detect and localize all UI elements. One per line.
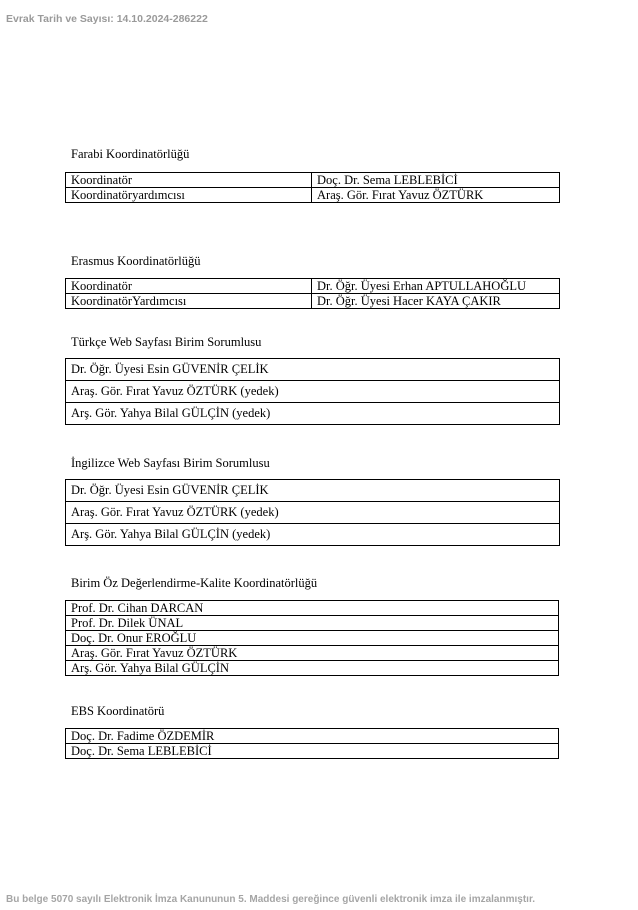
person-cell: Dr. Öğr. Üyesi Esin GÜVENİR ÇELİK (66, 480, 560, 502)
table-row (66, 661, 559, 676)
table-row (66, 188, 560, 203)
erasmus-table (65, 278, 560, 309)
person-cell: Dr. Öğr. Üyesi Erhan APTULLAHOĞLU (312, 279, 560, 294)
section-title-farabi: Farabi Koordinatörlüğü (71, 147, 190, 161)
person-cell: Arş. Gör. Yahya Bilal GÜLÇİN (66, 661, 559, 676)
table-row (66, 524, 560, 546)
role-cell: Koordinatöryardımcısı (66, 188, 312, 203)
person-cell: Prof. Dr. Dilek ÜNAL (66, 616, 559, 631)
person-cell: Dr. Öğr. Üyesi Hacer KAYA ÇAKIR (312, 294, 560, 309)
table-row (66, 601, 559, 616)
person-cell: Arş. Gör. Yahya Bilal GÜLÇİN (yedek) (66, 524, 560, 546)
table-row (66, 616, 559, 631)
person-cell: Araş. Gör. Fırat Yavuz ÖZTÜRK (yedek) (66, 381, 560, 403)
person-cell: Doç. Dr. Onur EROĞLU (66, 631, 559, 646)
table-row (66, 403, 560, 425)
section-title-erasmus: Erasmus Koordinatörlüğü (71, 254, 201, 268)
turkish-web-table (65, 358, 560, 425)
person-cell: Prof. Dr. Cihan DARCAN (66, 601, 559, 616)
person-cell: Doç. Dr. Sema LEBLEBİCİ (66, 744, 559, 759)
table-row (66, 646, 559, 661)
section-title-english-web: İngilizce Web Sayfası Birim Sorumlusu (71, 456, 270, 470)
person-cell: Araş. Gör. Fırat Yavuz ÖZTÜRK (312, 188, 560, 203)
document-reference: Evrak Tarih ve Sayısı: 14.10.2024-286222 (6, 13, 208, 25)
table-row (66, 279, 560, 294)
role-cell: Koordinatör (66, 279, 312, 294)
table-row (66, 744, 559, 759)
table-row (66, 294, 560, 309)
person-cell: Araş. Gör. Fırat Yavuz ÖZTÜRK (66, 646, 559, 661)
person-cell: Dr. Öğr. Üyesi Esin GÜVENİR ÇELİK (66, 359, 560, 381)
table-row (66, 381, 560, 403)
section-title-ebs: EBS Koordinatörü (71, 704, 165, 718)
section-title-turkish-web: Türkçe Web Sayfası Birim Sorumlusu (71, 335, 262, 349)
ebs-table (65, 728, 559, 759)
person-cell: Doç. Dr. Sema LEBLEBİCİ (312, 173, 560, 188)
quality-table (65, 600, 559, 676)
table-row (66, 359, 560, 381)
table-row (66, 502, 560, 524)
table-row (66, 729, 559, 744)
english-web-table (65, 479, 560, 546)
role-cell: Koordinatör (66, 173, 312, 188)
e-signature-notice: Bu belge 5070 sayılı Elektronik İmza Kanununun 5. Maddesi gereğince güvenli elektronik imza ile imzalanmıştır. (6, 894, 536, 905)
person-cell: Araş. Gör. Fırat Yavuz ÖZTÜRK (yedek) (66, 502, 560, 524)
table-row (66, 173, 560, 188)
table-row (66, 480, 560, 502)
farabi-table (65, 172, 560, 203)
role-cell: KoordinatörYardımcısı (66, 294, 312, 309)
table-row (66, 631, 559, 646)
person-cell: Arş. Gör. Yahya Bilal GÜLÇİN (yedek) (66, 403, 560, 425)
section-title-quality: Birim Öz Değerlendirme-Kalite Koordinatörlüğü (71, 576, 318, 590)
person-cell: Doç. Dr. Fadime ÖZDEMİR (66, 729, 559, 744)
